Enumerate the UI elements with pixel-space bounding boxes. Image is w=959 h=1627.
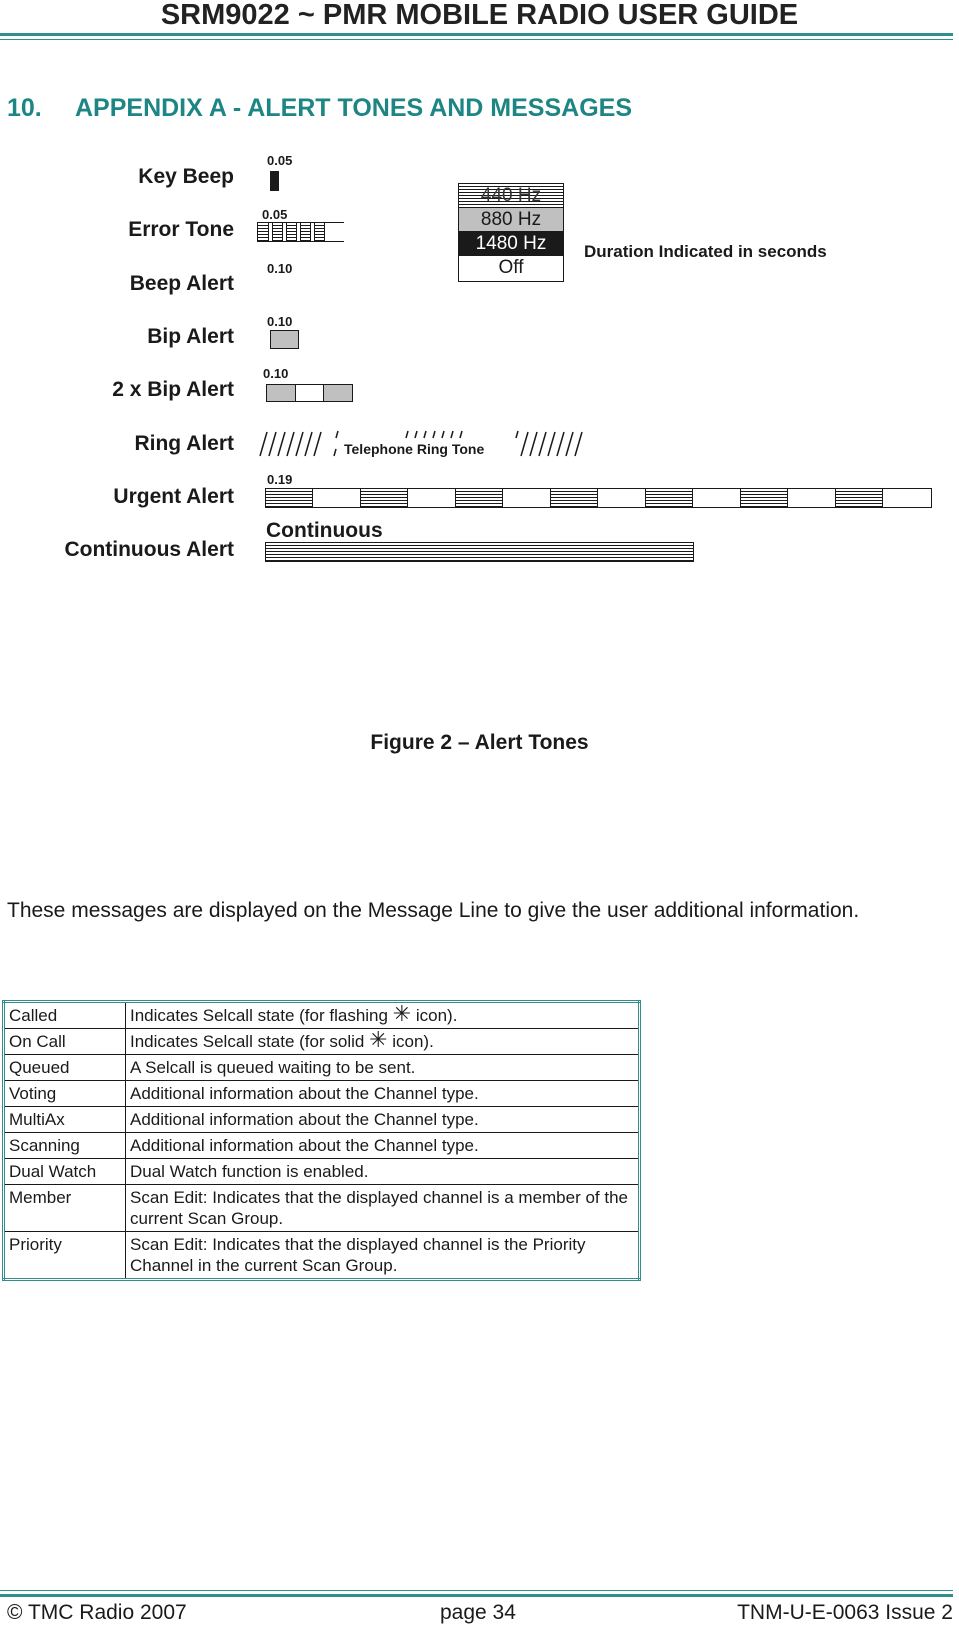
message-name: Voting <box>4 1081 126 1107</box>
legend-off: Off <box>459 256 563 281</box>
table-row <box>4 1081 640 1107</box>
message-description: Dual Watch function is enabled. <box>126 1159 640 1185</box>
legend-440hz: 440 Hz <box>459 184 563 208</box>
message-description: Scan Edit: Indicates that the displayed channel is the Priority Channel in the current Scan Group. <box>126 1232 640 1280</box>
duration-note: Duration Indicated in seconds <box>584 242 827 261</box>
message-name: Queued <box>4 1055 126 1081</box>
double-bip-alert-bar <box>266 384 353 402</box>
header-rule-thin <box>0 39 953 40</box>
label-urgent-alert: Urgent Alert <box>113 485 234 508</box>
message-description: Additional information about the Channel type. <box>126 1133 640 1159</box>
message-name: On Call <box>4 1029 126 1055</box>
header-rule <box>0 33 953 36</box>
table-row <box>4 1002 640 1029</box>
message-description: A Selcall is queued waiting to be sent. <box>126 1055 640 1081</box>
intro-paragraph: These messages are displayed on the Message Line to give the user additional information. <box>7 899 860 922</box>
message-name: Member <box>4 1185 126 1232</box>
bip-alert-bar <box>270 330 299 349</box>
message-description: Additional information about the Channel type. <box>126 1081 640 1107</box>
key-beep-bar <box>270 171 279 191</box>
messages-table <box>2 1000 641 1281</box>
label-continuous-alert: Continuous Alert <box>64 538 234 561</box>
table-row <box>4 1107 640 1133</box>
label-beep-alert: Beep Alert <box>129 272 234 295</box>
frequency-legend <box>458 183 564 282</box>
message-name: Scanning <box>4 1133 126 1159</box>
asterisk-icon: ✳ <box>369 1027 388 1052</box>
duration-beep-alert: 0.10 <box>267 261 293 276</box>
footer-rule <box>0 1594 953 1597</box>
duration-bip-alert: 0.10 <box>267 314 293 329</box>
figure-caption: Figure 2 – Alert Tones <box>370 731 589 754</box>
message-description: Additional information about the Channel type. <box>126 1107 640 1133</box>
message-name: Dual Watch <box>4 1159 126 1185</box>
label-2x-bip-alert: 2 x Bip Alert <box>112 378 234 401</box>
message-name: Priority <box>4 1232 126 1280</box>
continuous-alert-bar <box>265 542 694 562</box>
table-row <box>4 1055 640 1081</box>
table-row <box>4 1185 640 1232</box>
message-description: Scan Edit: Indicates that the displayed channel is a member of the current Scan Group. <box>126 1185 640 1232</box>
label-ring-alert: Ring Alert <box>134 432 234 455</box>
table-row <box>4 1133 640 1159</box>
table-row <box>4 1232 640 1280</box>
table-row <box>4 1159 640 1185</box>
footer-rule-thin <box>0 1590 953 1591</box>
section-title: APPENDIX A - ALERT TONES AND MESSAGES <box>75 94 633 122</box>
duration-urgent-alert: 0.19 <box>267 472 293 487</box>
urgent-alert-bar <box>265 488 932 508</box>
ring-tone-label: Telephone Ring Tone <box>344 441 485 457</box>
legend-880hz: 880 Hz <box>459 208 563 232</box>
duration-2x-bip-alert: 0.10 <box>263 366 289 381</box>
message-name: Called <box>4 1002 126 1029</box>
asterisk-icon: ✳ <box>392 1001 412 1026</box>
message-description: Indicates Selcall state (for solid ✳ icon). <box>126 1029 640 1055</box>
footer-document-id: TNM-U-E-0063 Issue 2 <box>737 1601 953 1624</box>
table-row <box>4 1029 640 1055</box>
footer-copyright: © TMC Radio 2007 <box>7 1601 187 1624</box>
message-description: Indicates Selcall state (for flashing ✳ icon). <box>126 1002 640 1029</box>
document-title: SRM9022 ~ PMR MOBILE RADIO USER GUIDE <box>160 0 799 31</box>
footer-page-number: page 34 <box>440 1601 516 1624</box>
duration-error-tone: 0.05 <box>262 207 288 222</box>
legend-1480hz: 1480 Hz <box>459 232 563 256</box>
section-number: 10. <box>7 94 42 122</box>
label-error-tone: Error Tone <box>128 218 234 241</box>
message-name: MultiAx <box>4 1107 126 1133</box>
label-key-beep: Key Beep <box>138 165 234 188</box>
duration-key-beep: 0.05 <box>267 153 293 168</box>
error-tone-bar <box>257 222 344 242</box>
copyright-symbol: © <box>7 1601 23 1624</box>
label-bip-alert: Bip Alert <box>147 325 234 348</box>
section-heading <box>7 94 632 123</box>
duration-continuous-alert: Continuous <box>266 519 383 542</box>
